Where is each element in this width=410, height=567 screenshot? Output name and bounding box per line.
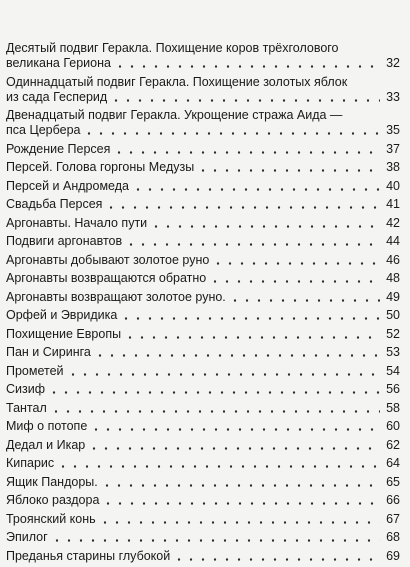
- toc-entry-title: Подвиги аргонавтов: [6, 234, 125, 249]
- toc-entry-title: Эпилог: [6, 530, 51, 545]
- toc-entry-title: Дедал и Икар: [6, 438, 88, 453]
- dot-leader: [229, 299, 380, 302]
- toc-entry: [6, 253, 400, 272]
- toc-entry: [6, 234, 400, 253]
- dot-leader: [88, 447, 380, 450]
- toc-entry-title: пса Цербера: [6, 123, 83, 138]
- toc-entry-title: из сада Гесперид: [6, 90, 110, 105]
- dot-leader: [83, 132, 380, 135]
- toc-page-number: 42: [380, 216, 400, 231]
- dot-leader: [197, 169, 380, 172]
- dot-leader: [105, 206, 380, 209]
- toc-entry-title: Пан и Сиринга: [6, 345, 94, 360]
- toc-entry: [6, 108, 400, 142]
- toc-entry-title: Яблоко раздора: [6, 493, 102, 508]
- toc-entry-title: Свадьба Персея: [6, 197, 105, 212]
- toc-entry-title: Персей и Андромеда: [6, 179, 132, 194]
- toc-page-number: 66: [380, 493, 400, 508]
- dot-leader: [50, 410, 380, 413]
- toc-page-number: 38: [380, 160, 400, 175]
- toc-entry: [6, 364, 400, 383]
- toc-page-number: 64: [380, 456, 400, 471]
- toc-entry: [6, 179, 400, 198]
- toc-entry-title: Орфей и Эвридика: [6, 308, 120, 323]
- toc-page-number: 56: [380, 382, 400, 397]
- toc-entry-title: Тантал: [6, 401, 50, 416]
- dot-leader: [132, 188, 380, 191]
- dot-leader: [173, 558, 380, 561]
- toc-page-number: 60: [380, 419, 400, 434]
- toc-entry: [6, 327, 400, 346]
- toc-entry: [6, 160, 400, 179]
- toc-entry: [6, 345, 400, 364]
- dot-leader: [212, 262, 380, 265]
- toc-entry: [6, 475, 400, 494]
- toc-entry: [6, 512, 400, 531]
- toc-entry: [6, 382, 400, 401]
- toc-entry-title: Ящик Пандоры.: [6, 475, 101, 490]
- toc-page-number: 68: [380, 530, 400, 545]
- dot-leader: [150, 225, 380, 228]
- dot-leader: [102, 502, 380, 505]
- toc-entry-title: Аргонавты возвращают золотое руно.: [6, 290, 229, 305]
- toc-page-number: 67: [380, 512, 400, 527]
- dot-leader: [51, 539, 380, 542]
- toc-page-number: 62: [380, 438, 400, 453]
- toc-entry-title: великана Гериона: [6, 56, 114, 71]
- toc-page-number: 53: [380, 345, 400, 360]
- toc-entry: [6, 530, 400, 549]
- dot-leader: [125, 243, 380, 246]
- toc-entry-title: Миф о потопе: [6, 419, 90, 434]
- table-of-contents: [6, 41, 400, 567]
- toc-entry: [6, 75, 400, 109]
- dot-leader: [57, 465, 380, 468]
- toc-entry-title: Кипарис: [6, 456, 57, 471]
- toc-page-number: 37: [380, 142, 400, 157]
- dot-leader: [113, 151, 380, 154]
- toc-page-number: 41: [380, 197, 400, 212]
- toc-entry: [6, 290, 400, 309]
- dot-leader: [90, 428, 380, 431]
- dot-leader: [124, 336, 380, 339]
- toc-entry: [6, 216, 400, 235]
- dot-leader: [48, 391, 380, 394]
- toc-page-number: 46: [380, 253, 400, 268]
- toc-entry-title: Прометей: [6, 364, 67, 379]
- toc-entry: [6, 308, 400, 327]
- toc-page-number: 33: [380, 90, 400, 105]
- toc-entry: [6, 142, 400, 161]
- toc-entry-title: Троянский конь: [6, 512, 99, 527]
- toc-entry-title: Сизиф: [6, 382, 48, 397]
- toc-entry-title: Преданья старины глубокой: [6, 549, 173, 564]
- toc-entry-title: Персей. Голова горгоны Медузы: [6, 160, 197, 175]
- toc-entry: [6, 438, 400, 457]
- dot-leader: [209, 280, 380, 283]
- toc-entry: [6, 41, 400, 75]
- toc-entry-title: Аргонавты. Начало пути: [6, 216, 150, 231]
- toc-page-number: 50: [380, 308, 400, 323]
- toc-entry-title: Одиннадцатый подвиг Геракла. Похищение золотых яблок: [6, 75, 350, 90]
- dot-leader: [120, 317, 380, 320]
- dot-leader: [110, 99, 380, 102]
- toc-page-number: 40: [380, 179, 400, 194]
- toc-entry: [6, 197, 400, 216]
- toc-page-number: 58: [380, 401, 400, 416]
- toc-page-number: 44: [380, 234, 400, 249]
- toc-page-number: 52: [380, 327, 400, 342]
- dot-leader: [101, 484, 380, 487]
- toc-entry: [6, 419, 400, 438]
- toc-page-number: 69: [380, 549, 400, 564]
- toc-entry: [6, 456, 400, 475]
- dot-leader: [99, 521, 380, 524]
- toc-entry-title: Двенадцатый подвиг Геракла. Укрощение стража Аида —: [6, 108, 345, 123]
- toc-entry: [6, 401, 400, 420]
- toc-entry-title: Рождение Персея: [6, 142, 113, 157]
- toc-entry: [6, 549, 400, 567]
- toc-entry-title: Аргонавты возвращаются обратно: [6, 271, 209, 286]
- toc-page-number: 32: [380, 56, 400, 71]
- toc-page-number: 48: [380, 271, 400, 286]
- toc-page-number: 35: [380, 123, 400, 138]
- toc-entry-title: Похищение Европы: [6, 327, 124, 342]
- toc-entry-title: Десятый подвиг Геракла. Похищение коров трёхголового: [6, 41, 342, 56]
- toc-entry: [6, 271, 400, 290]
- toc-entry-title: Аргонавты добывают золотое руно: [6, 253, 212, 268]
- dot-leader: [94, 354, 380, 357]
- toc-page-number: 65: [380, 475, 400, 490]
- dot-leader: [67, 373, 380, 376]
- dot-leader: [114, 65, 380, 68]
- toc-page-number: 49: [380, 290, 400, 305]
- toc-page-number: 54: [380, 364, 400, 379]
